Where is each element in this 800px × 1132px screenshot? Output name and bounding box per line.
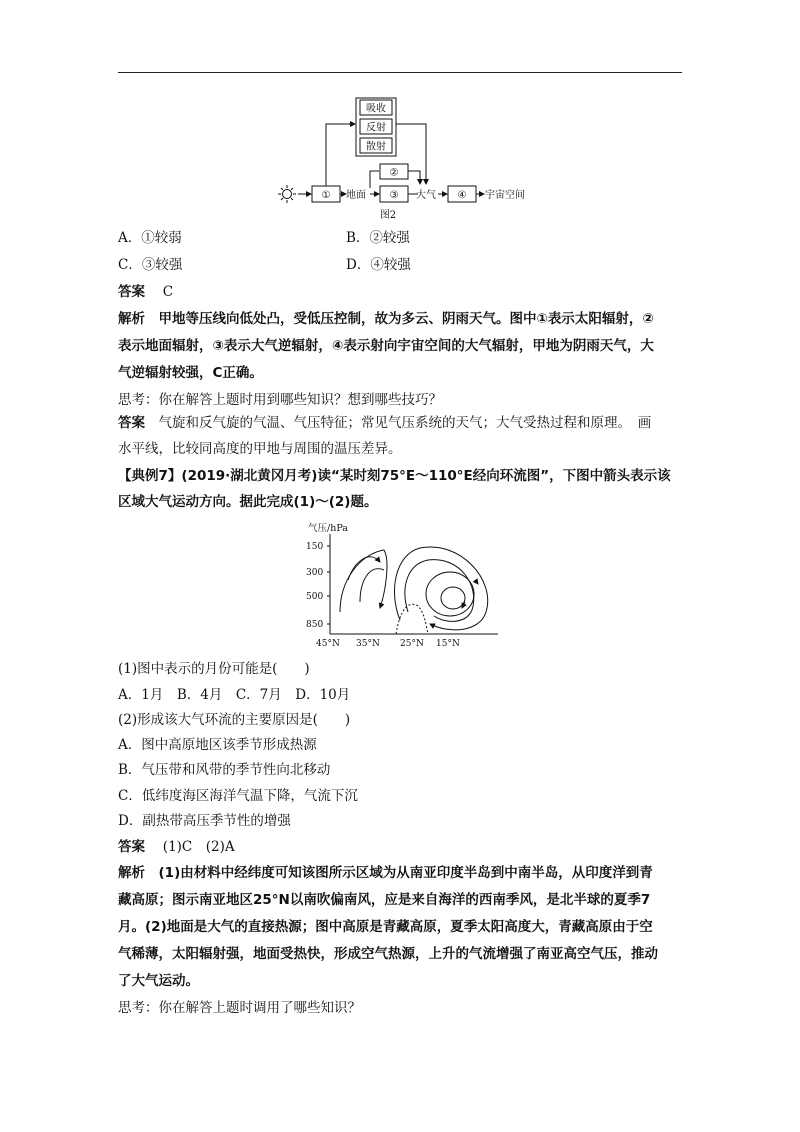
answer-2-line-2: 水平线，比较同高度的甲地与周围的温压差异。	[118, 441, 402, 457]
y-axis-title: 气压/hPa	[308, 523, 348, 534]
ytick-500: 500	[306, 592, 324, 602]
box-2-label: ②	[389, 167, 399, 179]
think-question-1: 思考：你在解答上题时用到哪些知识？想到哪些技巧？	[118, 392, 442, 408]
option-b: B．②较强	[346, 230, 410, 246]
answer-label: 答案	[118, 839, 145, 855]
analysis-1-line-1: 解析 甲地等压线向低处凸，受低压控制，故为多云、阴雨天气。图中①表示太阳辐射，②	[118, 311, 654, 327]
answer-1	[118, 282, 173, 302]
question-1-options: A．1月 B．4月 C．7月 D．10月	[118, 687, 351, 703]
meridional-circulation-diagram	[300, 520, 505, 650]
analysis-2-line-2: 藏高原；图示南亚地区25°N以南吹偏南风，应是来自海洋的西南季风，是北半球的夏季7	[118, 892, 651, 908]
question-1-stem: (1)图中表示的月份可能是( )	[118, 661, 310, 677]
ytick-150: 150	[306, 542, 324, 552]
option-c: C．③较强	[118, 257, 183, 273]
scatter-label: 散射	[366, 141, 386, 153]
header-rule	[118, 72, 682, 73]
inner-vortex	[441, 587, 465, 609]
space-label: 宇宙空间	[485, 190, 525, 201]
answer-2-line-1: 答案 气旋和反气旋的气温、气压特征；常见气压系统的天气；大气受热过程和原理。 画	[118, 415, 652, 431]
atmosphere-heating-diagram	[270, 92, 560, 222]
ytick-300: 300	[306, 568, 324, 578]
analysis-1-line-3: 气逆辐射较强，C正确。	[118, 365, 263, 381]
example-tag: 【典例7】	[118, 468, 182, 484]
analysis-2-line-5: 了大气运动。	[118, 973, 199, 989]
xtick-35n: 35°N	[356, 639, 380, 649]
question-2-option-a: A．图中高原地区该季节形成热源	[118, 737, 317, 753]
box-3-label: ③	[389, 190, 399, 201]
answer-value: C	[162, 284, 174, 300]
xtick-45n: 45°N	[316, 639, 340, 649]
figure-caption: 图2	[379, 210, 397, 221]
analysis-label: 解析	[118, 865, 145, 881]
answer-label: 答案	[118, 284, 145, 300]
ground-label: 地面	[346, 190, 366, 201]
sun-icon	[283, 190, 292, 199]
xtick-15n: 15°N	[436, 639, 460, 649]
xtick-25n: 25°N	[400, 639, 424, 649]
answer-value: (1)C (2)A	[162, 839, 235, 855]
absorb-label: 吸收	[366, 103, 386, 115]
box-1-label: ①	[321, 190, 331, 201]
analysis-1-line-2: 表示地面辐射，③表示大气逆辐射，④表示射向宇宙空间的大气辐射，甲地为阴雨天气，大	[118, 338, 654, 354]
think-question-2: 思考：你在解答上题时调用了哪些知识？	[118, 1000, 361, 1016]
analysis-label: 解析	[118, 311, 145, 327]
atmosphere-label: 大气	[416, 190, 436, 201]
analysis-2-line-1: 解析 (1)由材料中经纬度可知该图所示区域为从南亚印度半岛到中南半岛，从印度洋到青	[118, 865, 653, 881]
plateau-shape	[396, 604, 428, 634]
answer-3	[118, 837, 235, 857]
box-4-label: ④	[457, 190, 467, 201]
option-d: D．④较强	[346, 257, 411, 273]
question-2-option-b: B．气压带和风带的季节性向北移动	[118, 762, 331, 778]
question-2-stem: (2)形成该大气环流的主要原因是( )	[118, 712, 351, 728]
option-a: A．①较弱	[118, 230, 182, 246]
question-2-option-d: D．副热带高压季节性的增强	[118, 813, 291, 829]
reflect-label: 反射	[366, 122, 386, 134]
ytick-850: 850	[306, 620, 324, 630]
analysis-2-line-4: 气稀薄，太阳辐射强，地面受热快，形成空气热源，上升的气流增强了南亚高空气压，推动	[118, 946, 658, 962]
analysis-2-line-3: 月。(2)地面是大气的直接热源；图中高原是青藏高原，夏季太阳高度大，青藏高原由于空	[118, 919, 653, 935]
answer-label: 答案	[118, 415, 145, 431]
example-7-line-2: 区域大气运动方向。据此完成(1)～(2)题。	[118, 494, 378, 510]
example-7-line-1: 【典例7】(2019·湖北黄冈月考)读“某时刻75°E～110°E经向环流图”，下图中箭头表示该	[118, 468, 671, 484]
question-2-option-c: C．低纬度海区海洋气温下降，气流下沉	[118, 788, 358, 804]
